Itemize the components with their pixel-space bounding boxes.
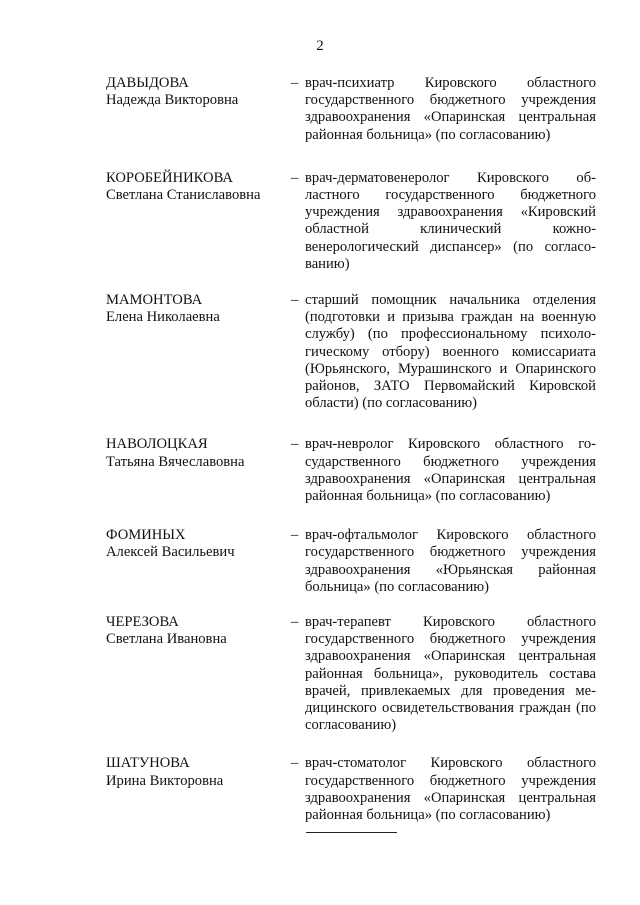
member-entry (106, 75, 596, 144)
member-surname: НАВОЛОЦКАЯ (106, 436, 208, 453)
member-description: старший помощник начальника отделения (подготовки и призыва граждан на военную службу) (по профессиональному психологическому отбору) военного комиссариата (Юрьянского, Мурашинского и Опаринского районов, ЗАТО Первомайский Кировской области) (по согласованию) (305, 291, 596, 412)
member-entry (106, 527, 596, 596)
member-entry (106, 614, 596, 734)
member-surname: МАМОНТОВА (106, 291, 203, 308)
member-given-names: Светлана Ивановна (106, 631, 227, 648)
member-list (106, 75, 596, 824)
member-entry (106, 292, 596, 412)
dash-separator: – (291, 75, 299, 91)
member-description: врач-стоматолог Кировского областного государственного бюджетного учреждения здравоохранения «Опаринская центральная районная больница» (по согласованию) (305, 755, 596, 823)
page-number: 2 (316, 38, 324, 54)
member-surname: ДАВЫДОВА (106, 75, 189, 91)
dash-separator: – (291, 527, 299, 544)
member-name (106, 755, 291, 824)
member-name (106, 436, 291, 505)
member-description: врач-дерматовенеролог Кировского областного государственного бюджетного учреждения здравоохранения «Кировский областной клинический кожно-венерологический диспансер» (по согласованию) (305, 169, 596, 272)
member-name (106, 292, 291, 412)
dash-separator: – (291, 436, 299, 453)
member-surname: ЧЕРЕЗОВА (106, 613, 179, 630)
member-name (106, 170, 291, 273)
member-entry (106, 436, 596, 505)
member-name (106, 527, 291, 596)
member-given-names: Алексей Васильевич (106, 544, 235, 561)
member-description: врач-психиатр Кировского областного государственного бюджетного учреждения здравоохранения «Опаринская центральная районная больница» (по согласованию) (305, 75, 596, 143)
dash-separator: – (291, 291, 299, 308)
member-given-names: Елена Николаевна (106, 309, 220, 326)
member-entry (106, 170, 596, 273)
member-surname: ШАТУНОВА (106, 755, 190, 772)
member-given-names: Светлана Станиславовна (106, 187, 261, 203)
member-entry (106, 755, 596, 824)
member-description: врач-офтальмолог Кировского областного государственного бюджетного учреждения здравоохранения «Юрьянская районная больница» (по согласованию) (305, 527, 596, 595)
dash-separator: – (291, 755, 299, 772)
member-name (106, 75, 291, 144)
member-name (106, 614, 291, 734)
member-description: врач-терапевт Кировского областного государственного бюджетного учреждения здравоохранения «Опаринская центральная районная больница», руководитель состава врачей, привлекаемых для проведения медицинского освидетельствования граждан (по согласованию) (305, 613, 596, 734)
member-description: врач-невролог Кировского областного государственного бюджетного учреждения здравоохранения «Опаринская центральная районная больница» (по согласованию) (305, 436, 596, 504)
end-rule (306, 832, 397, 833)
member-given-names: Татьяна Вячеславовна (106, 453, 245, 470)
dash-separator: – (291, 169, 299, 186)
member-given-names: Ирина Викторовна (106, 772, 224, 789)
dash-separator: – (291, 613, 299, 630)
member-surname: КОРОБЕЙНИКОВА (106, 169, 233, 186)
member-surname: ФОМИНЫХ (106, 527, 186, 544)
member-given-names: Надежда Викторовна (106, 92, 239, 109)
